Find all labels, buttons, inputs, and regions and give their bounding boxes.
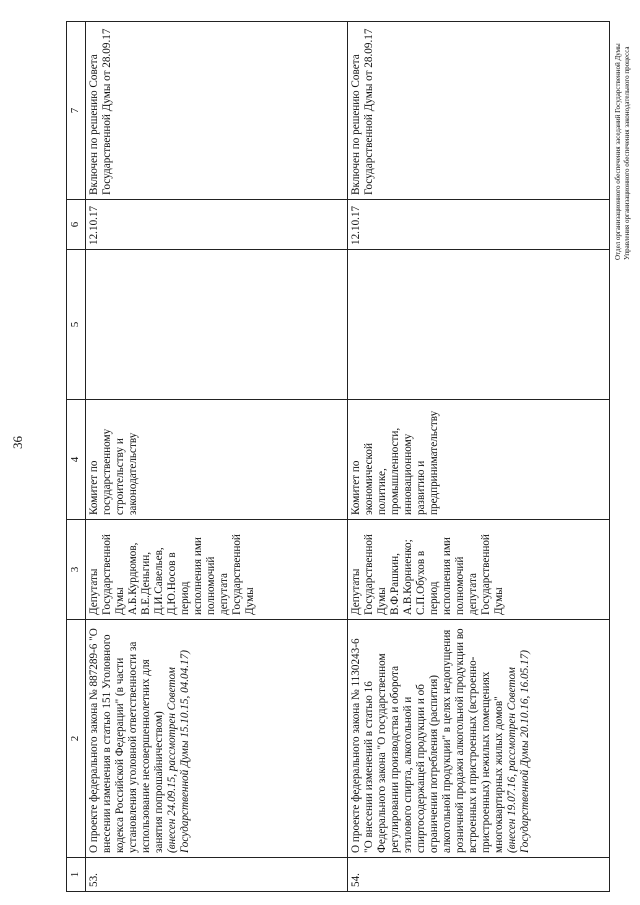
row-number: 53. <box>86 858 348 892</box>
bill-title-cell <box>348 620 610 858</box>
bill-title-cell <box>86 620 348 858</box>
column-header: 6 <box>67 200 86 250</box>
decision-cell: Включен по решению Совета Государственной Думы от 28.09.17 <box>348 22 610 200</box>
column-header: 5 <box>67 250 86 400</box>
column-header: 4 <box>67 400 86 520</box>
authors-cell: Депутаты Государственной Думы В.Ф.Рашкин, А.В.Корниенко; С.П.Обухов в период исполнения ими полномочий депутата Государственной Думы <box>348 520 610 620</box>
bill-note: (внесен 24.09.15, рассмотрен Советом Государственной Думы 15.10.15, 04.04.17) <box>166 650 191 853</box>
decision-cell: Включен по решению Совета Государственной Думы от 28.09.17 <box>86 22 348 200</box>
footer-line-2: Управления организационного обеспечения законодательного процесса <box>623 46 631 260</box>
date-cell: 12.10.17 <box>86 200 348 250</box>
column-header: 2 <box>67 620 86 858</box>
table-header-row <box>67 22 86 892</box>
agenda-table <box>66 22 606 892</box>
date-cell: 12.10.17 <box>348 200 610 250</box>
column-header: 3 <box>67 520 86 620</box>
table-row <box>86 22 348 892</box>
committee-cell: Комитет по государственному строительству и законодательству <box>86 400 348 520</box>
bill-note: (внесен 19.07.16, рассмотрен Советом Государственной Думы 20.10.16, 16.05.17) <box>506 650 531 853</box>
column-header: 1 <box>67 858 86 892</box>
table-row <box>348 22 610 892</box>
committee-cell: Комитет по экономической политике, промышленности, инновационному развитию и предпринимательству <box>348 400 610 520</box>
footer <box>614 43 632 260</box>
column-header: 7 <box>67 22 86 200</box>
page-number: 36 <box>10 436 25 449</box>
row-number: 54. <box>348 858 610 892</box>
col5-cell <box>86 250 348 400</box>
bill-title: О проекте федерального закона № 887289-6 "О внесении изменения в статью 151 Уголовного кодекса Российской Федерации" (в части установления уголовной ответственности за использование несовершеннолетних для занятия попрошайничеством) <box>88 628 165 853</box>
footer-line-1: Отдел организационного обеспечения заседаний Государственной Думы <box>614 43 622 260</box>
authors-cell: Депутаты Государственной Думы А.Б.Курдюмов, В.Е.Деньгин, Д.И.Савельев, Д.Ю.Носов в период исполнения ими полномочий депутата Государственной Думы <box>86 520 348 620</box>
bill-title: О проекте федерального закона № 1130243-6 "О внесении изменений в статью 16 Федерального закона "О государственном регулировании производства и оборота этилового спирта, алкогольной и спиртосодержащей продукции и об ограничении потребления (распития) алкогольной продукции" в целях недопущения розничной продажи алкогольной продукции во встроенных и пристроенных (встроенно-пристроенных) нежилых помещениях многоквартирных жилых домов" <box>350 628 505 853</box>
col5-cell <box>348 250 610 400</box>
